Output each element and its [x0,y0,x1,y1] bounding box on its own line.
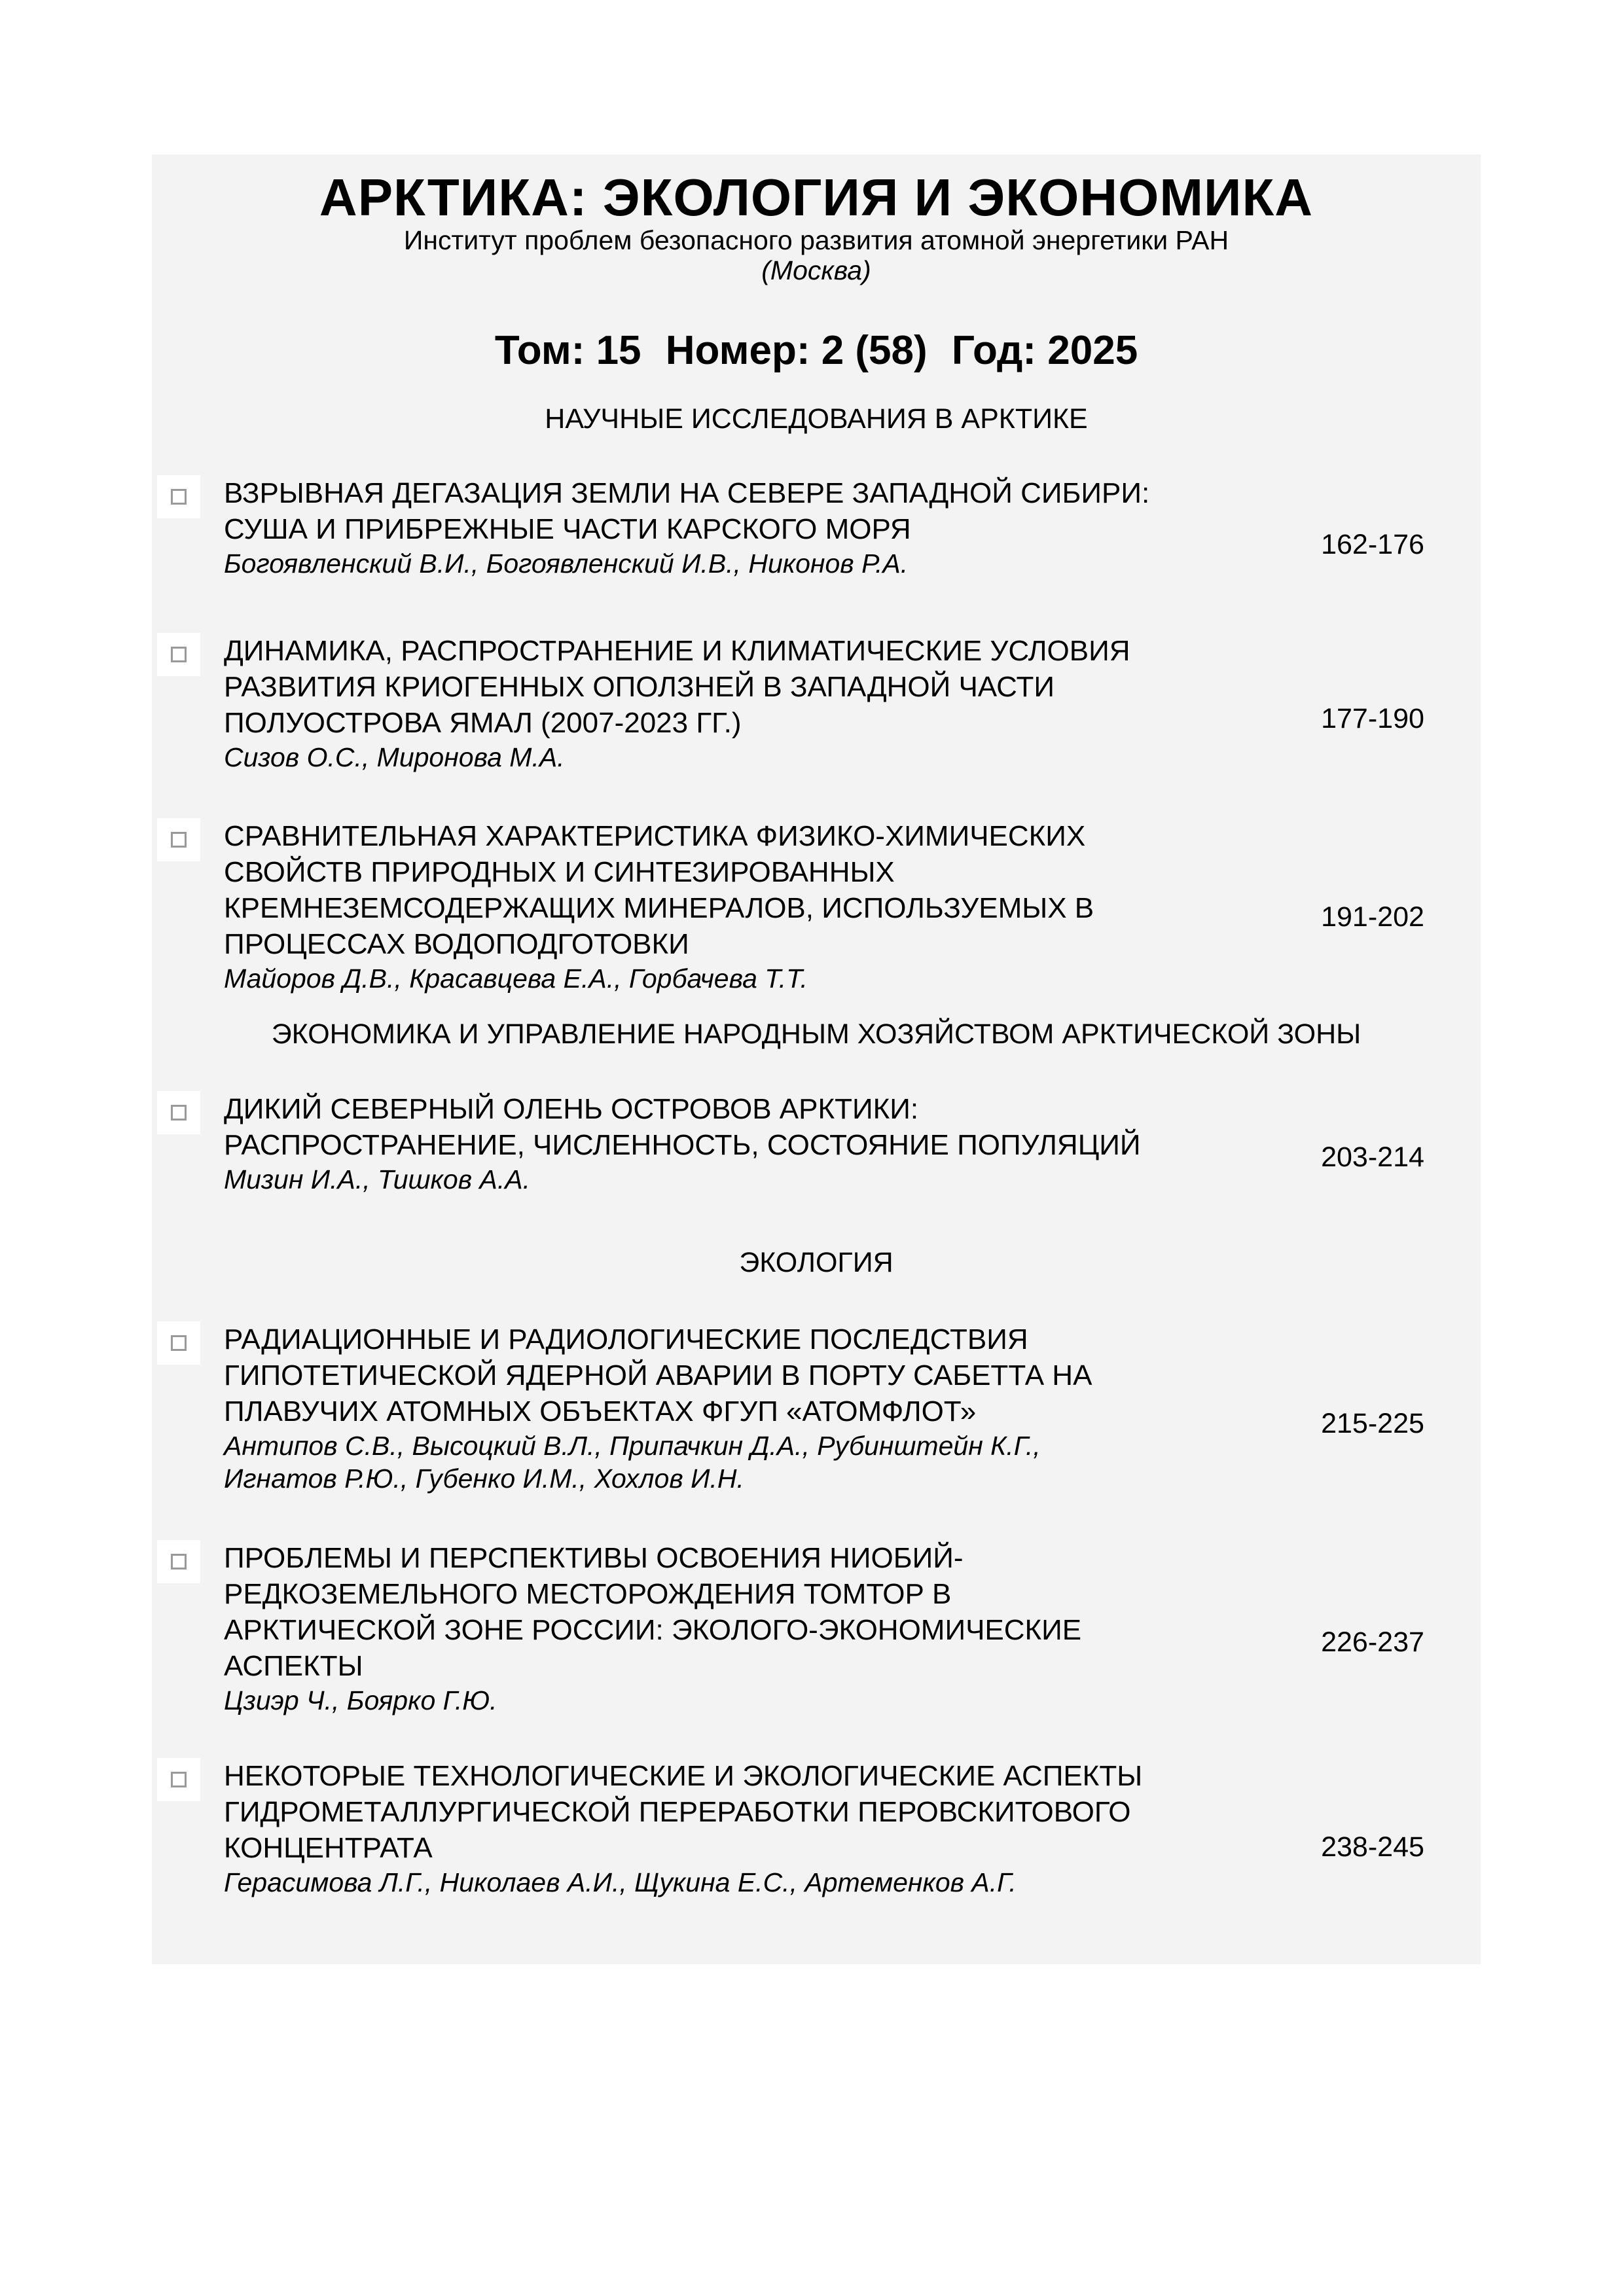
article-checkbox[interactable] [157,633,200,676]
article-title[interactable]: ВЗРЫВНАЯ ДЕГАЗАЦИЯ ЗЕМЛИ НА СЕВЕРЕ ЗАПАДНОЙ СИБИРИ: СУША И ПРИБРЕЖНЫЕ ЧАСТИ КАРСКОГО МОРЯ [224,477,1150,545]
article-pages: 203-214 [1321,1141,1424,1173]
contents-panel [152,154,1481,1964]
publisher-city: (Москва) [761,255,871,285]
article-pages: 238-245 [1321,1831,1424,1863]
article-checkbox[interactable] [157,1758,200,1801]
article-checkbox[interactable] [157,1091,200,1134]
article-title[interactable]: НЕКОТОРЫЕ ТЕХНОЛОГИЧЕСКИЕ И ЭКОЛОГИЧЕСКИЕ АСПЕКТЫ ГИДРОМЕТАЛЛУРГИЧЕСКОЙ ПЕРЕРАБОТКИ ПЕРОВСКИТОВОГО КОНЦЕНТРАТА [224,1760,1143,1864]
article-authors: Майоров Д.В., Красавцева Е.А., Горбачева Т.Т. [224,963,808,994]
article-checkbox[interactable] [157,1540,200,1583]
article-authors: Сизов О.С., Миронова М.А. [224,742,565,772]
issue-year: Год: 2025 [951,328,1138,373]
article-pages: 191-202 [1321,901,1424,933]
article-pages: 162-176 [1321,529,1424,560]
article-authors: Цзиэр Ч., Боярко Г.Ю. [224,1685,497,1715]
section-heading: НАУЧНЫЕ ИССЛЕДОВАНИЯ В АРКТИКЕ [545,403,1088,435]
article-pages: 226-237 [1321,1626,1424,1658]
article-title[interactable]: ПРОБЛЕМЫ И ПЕРСПЕКТИВЫ ОСВОЕНИЯ НИОБИЙ- РЕДКОЗЕМЕЛЬНОГО МЕСТОРОЖДЕНИЯ ТОМТОР В АРКТИЧЕСКОЙ ЗОНЕ РОССИИ: ЭКОЛОГО-ЭКОНОМИЧЕСКИЕ АСПЕКТЫ [224,1542,1082,1682]
section-heading: ЭКОНОМИКА И УПРАВЛЕНИЕ НАРОДНЫМ ХОЗЯЙСТВОМ АРКТИЧЕСКОЙ ЗОНЫ [271,1018,1362,1050]
article-title[interactable]: ДИКИЙ СЕВЕРНЫЙ ОЛЕНЬ ОСТРОВОВ АРКТИКИ: РАСПРОСТРАНЕНИЕ, ЧИСЛЕННОСТЬ, СОСТОЯНИЕ ПОПУЛЯЦИЙ [224,1093,1141,1161]
article-title[interactable]: СРАВНИТЕЛЬНАЯ ХАРАКТЕРИСТИКА ФИЗИКО-ХИМИЧЕСКИХ СВОЙСТВ ПРИРОДНЫХ И СИНТЕЗИРОВАННЫХ КРЕМНЕЗЕМСОДЕРЖАЩИХ МИНЕРАЛОВ, ИСПОЛЬЗУЕМЫХ В ПРОЦЕССАХ ВОДОПОДГОТОВКИ [224,820,1094,960]
article-authors: Антипов С.В., Высоцкий В.Л., Припачкин Д.А., Рубинштейн К.Г., Игнатов Р.Ю., Губенко И.М., Хохлов И.Н. [224,1431,1041,1494]
article-authors: Богоявленский В.И., Богоявленский И.В., Никонов Р.А. [224,548,909,579]
article-checkbox[interactable] [157,818,200,861]
article-pages: 177-190 [1321,703,1424,734]
article-title[interactable]: ДИНАМИКА, РАСПРОСТРАНЕНИЕ И КЛИМАТИЧЕСКИЕ УСЛОВИЯ РАЗВИТИЯ КРИОГЕННЫХ ОПОЛЗНЕЙ В ЗАПАДНОЙ ЧАСТИ ПОЛУОСТРОВА ЯМАЛ (2007-2023 ГГ.) [224,635,1130,739]
article-pages: 215-225 [1321,1408,1424,1439]
article-title[interactable]: РАДИАЦИОННЫЕ И РАДИОЛОГИЧЕСКИЕ ПОСЛЕДСТВИЯ ГИПОТЕТИЧЕСКОЙ ЯДЕРНОЙ АВАРИИ В ПОРТУ САБЕТТА НА ПЛАВУЧИХ АТОМНЫХ ОБЪЕКТАХ ФГУП «АТОМФЛОТ» [224,1323,1092,1427]
journal-title: АРКТИКА: ЭКОЛОГИЯ И ЭКОНОМИКА [319,168,1314,226]
article-authors: Мизин И.А., Тишков А.А. [224,1164,530,1194]
article-checkbox[interactable] [157,475,200,518]
article-authors: Герасимова Л.Г., Николаев А.И., Щукина Е.С., Артеменков А.Г. [224,1867,1017,1897]
issue-volume: Том: 15 [494,328,641,373]
issue-info [152,326,1481,376]
issue-number: Номер: 2 (58) [665,328,928,373]
section-heading: ЭКОЛОГИЯ [739,1247,893,1278]
publisher-name: Институт проблем безопасного развития атомной энергетики РАН [403,225,1229,255]
article-checkbox[interactable] [157,1321,200,1365]
